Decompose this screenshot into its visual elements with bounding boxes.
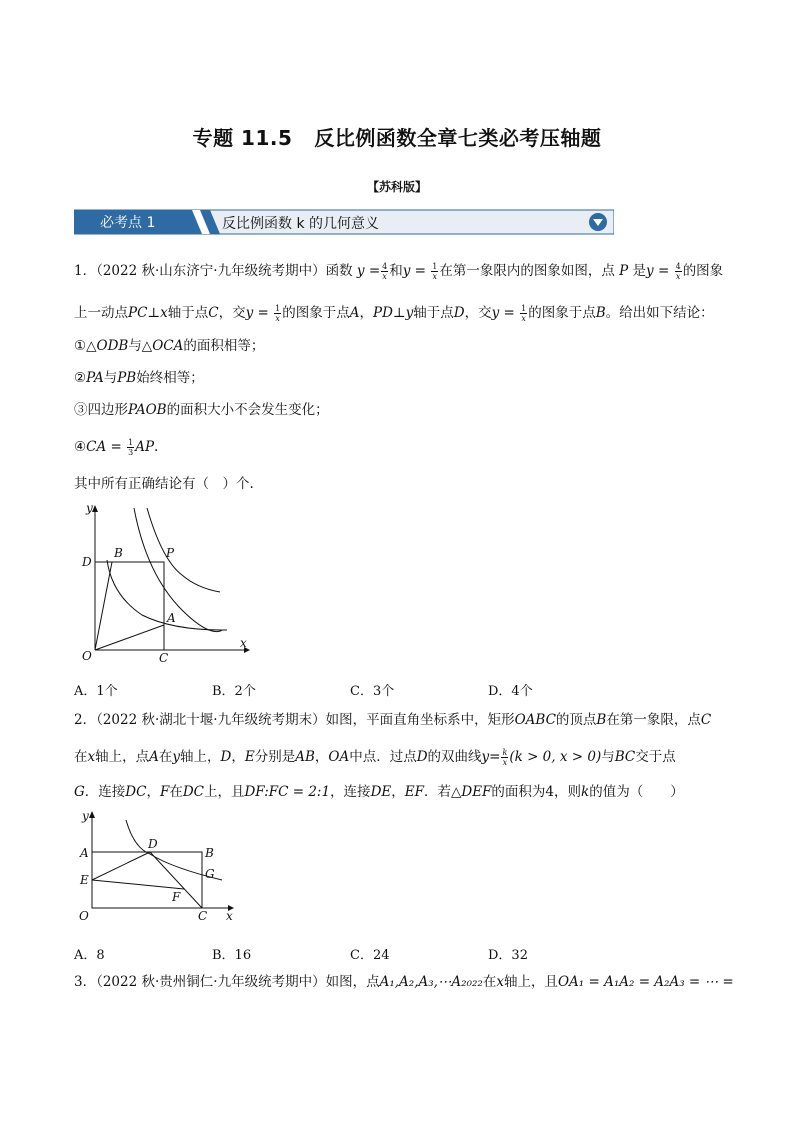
segment-ob: [95, 562, 112, 650]
q2-option-b[interactable]: B．16: [212, 948, 252, 963]
svg-text:A: A: [167, 611, 176, 625]
svg-text:D: D: [148, 837, 158, 851]
svg-text:P: P: [166, 546, 175, 560]
svg-text:B: B: [205, 846, 214, 860]
title-main: 反比例函数全章七类必考压轴题: [314, 126, 602, 150]
svg-text:B: B: [114, 546, 123, 560]
q2-line-1: 2．（2022 秋·湖北十堰·九年级统考期末）如图，平面直角坐标系中，矩形OABC的顶点B在第一象限，点C: [74, 712, 712, 728]
svg-text:F: F: [172, 890, 181, 904]
q2-line-2: 在x轴上，点A在y轴上，D，E分别是AB，OA中点．过点D的双曲线y= $\frac{k}{x}$ (k > 0, x > 0)与BC交于点: [74, 748, 676, 767]
svg-text:O: O: [79, 909, 89, 923]
q3-line-1: 3．（2022 秋·贵州铜仁·九年级统考期中）如图，点A₁,A₂,A₃,⋯A₂₀₂₂在x轴上，且OA₁ = A₁A₂ = A₂A₃ = ⋯ =: [74, 974, 734, 990]
svg-text:C: C: [159, 651, 169, 665]
q2-option-c[interactable]: C．24: [350, 948, 390, 963]
svg-text:y: y: [86, 501, 93, 515]
svg-text:C: C: [198, 909, 208, 923]
q1-option-d[interactable]: D．4个: [488, 684, 533, 699]
segment-de: [92, 852, 150, 880]
q2-line-3: G．连接DC，F在DC上，且DF:FC = 2:1，连接DE，EF．若△DEF的面积为4，则k的值为（ ）: [74, 784, 684, 800]
svg-text:O: O: [82, 649, 92, 663]
rect-pc-pd: [95, 562, 164, 650]
q2-option-d[interactable]: D．32: [488, 948, 528, 963]
rectangle-oabc: [92, 852, 202, 908]
q1-conclusion-4: ④CA = $\frac{1}{3}$ AP.: [74, 438, 159, 457]
svg-text:A: A: [80, 846, 89, 860]
segment-ef: [92, 880, 184, 889]
q1-conclusion-1: ①△ODB与△OCA的面积相等；: [74, 338, 265, 354]
page-title: [0, 122, 794, 151]
curve-y-4-over-x: [147, 508, 220, 592]
q1-line-2: 上一动点PC⊥x轴于点C，交y = $\frac{1}{x}$ 的图象于点A，PD⊥y轴于点D，交y = $\frac{1}{x}$ 的图象于点B。给出如下结论：: [74, 304, 714, 323]
svg-text:x: x: [226, 909, 233, 923]
q1-option-b[interactable]: B．2个: [212, 684, 256, 699]
q2-option-a[interactable]: A．8: [74, 948, 105, 963]
segment-oa: [95, 625, 164, 650]
svg-text:y: y: [82, 809, 89, 823]
title-number: 专题 11.5: [192, 126, 293, 150]
q1-line-1: 1．（2022 秋·山东济宁·九年级统考期中）函数 y = $\frac{4}{x}$ 和y = $\frac{1}{x}$ 在第一象限内的图象如图，点 P 是y = $\frac{4}{x}$ 的图象: [74, 262, 724, 281]
edition-label: 【苏科版】: [366, 180, 427, 194]
q1-conclusion-3: ③四边形PAOB的面积大小不会发生变化；: [74, 402, 329, 418]
svg-text:E: E: [80, 873, 89, 887]
svg-text:D: D: [82, 555, 92, 569]
q1-conclusion-2: ②PA与PB始终相等；: [74, 370, 204, 386]
q2-figure: [72, 808, 242, 928]
curve-y-1-over-x: [134, 508, 227, 632]
svg-text:G: G: [205, 867, 215, 881]
q1-figure: [72, 500, 252, 670]
banner-title: 反比例函数 k 的几何意义: [222, 216, 380, 232]
q1-option-a[interactable]: A．1个: [74, 684, 118, 699]
svg-text:x: x: [240, 636, 247, 650]
q1-question: 其中所有正确结论有（ ）个.: [74, 476, 254, 492]
q1-option-c[interactable]: C．3个: [350, 684, 395, 699]
banner-label: 必考点 1: [100, 215, 156, 231]
